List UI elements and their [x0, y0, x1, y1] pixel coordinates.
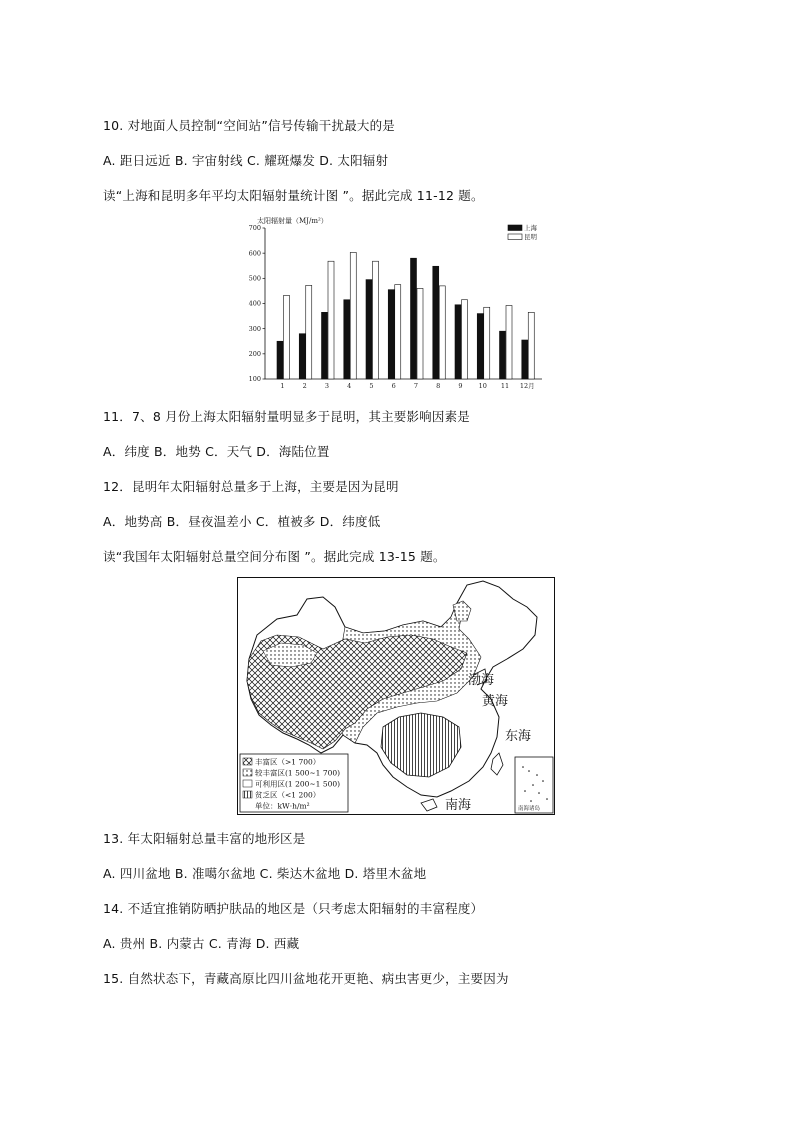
- x-tick-label: 3: [324, 382, 330, 390]
- bar-kunming: [328, 261, 334, 379]
- bar-shanghai: [522, 340, 528, 379]
- chart-svg: [245, 212, 545, 397]
- bar-kunming: [506, 306, 512, 379]
- south-china-sea-inset: [515, 757, 553, 813]
- legend-swatch: [508, 234, 522, 240]
- bar-shanghai: [277, 341, 283, 379]
- bar-shanghai: [299, 334, 305, 379]
- y-tick-label: 600: [248, 249, 261, 258]
- q14-stem: 14. 不适宜推销防晒护肤品的地区是（只考虑太阳辐射的丰富程度）: [103, 901, 484, 916]
- q10-stem: 10. 对地面人员控制“空间站”信号传输干扰最大的是: [103, 118, 396, 133]
- q13-options: A. 四川盆地 B. 准噶尔盆地 C. 柴达木盆地 D. 塔里木盆地: [103, 866, 427, 881]
- bar-kunming: [462, 300, 468, 379]
- x-tick-label: 5: [369, 382, 374, 390]
- bar-kunming: [484, 307, 490, 379]
- label-huanghai: 黄海: [482, 694, 509, 709]
- legend-label-rich: 丰富区（>1 700）: [255, 757, 321, 767]
- x-tick-label: 2: [302, 382, 307, 390]
- x-tick-label: 7: [413, 382, 419, 390]
- bar-shanghai: [433, 266, 439, 379]
- x-tick-label: 1: [280, 382, 285, 390]
- legend-label-usable: 可利用区(1 200~1 500): [255, 779, 341, 789]
- legend-label: 昆明: [524, 233, 537, 241]
- legend-swatch-usable: [243, 780, 252, 787]
- y-tick-label: 200: [248, 350, 261, 359]
- q10-options: A. 距日远近 B. 宇宙射线 C. 耀斑爆发 D. 太阳辐射: [103, 153, 389, 168]
- map-svg: [237, 577, 555, 815]
- q12-options: A．地势高 B．昼夜温差小 C．植被多 D．纬度低: [103, 514, 381, 529]
- legend-swatch-rich: [243, 758, 252, 765]
- x-tick-label: 9: [458, 382, 463, 390]
- q14-options: A. 贵州 B. 内蒙古 C. 青海 D. 西藏: [103, 936, 300, 951]
- q11-stem: 11．7、8 月份上海太阳辐射量明显多于昆明，其主要影响因素是: [103, 409, 470, 424]
- q13-stem: 13. 年太阳辐射总量丰富的地形区是: [103, 831, 306, 846]
- intro-13-15: 读“我国年太阳辐射总量空间分布图 ”。据此完成 13-15 题。: [103, 549, 446, 564]
- y-tick-label: 700: [248, 224, 261, 233]
- label-bohai: 渤海: [468, 673, 495, 688]
- bar-shanghai: [322, 312, 328, 379]
- legend-label-relatively-rich: 较丰富区(1 500~1 700): [255, 768, 341, 778]
- q11-options: A．纬度 B．地势 C．天气 D．海陆位置: [103, 444, 330, 459]
- legend-swatch: [508, 225, 522, 231]
- y-tick-label: 100: [248, 375, 261, 384]
- x-tick-label: 8: [436, 382, 441, 390]
- bar-kunming: [439, 286, 445, 379]
- legend-label: 上海: [524, 224, 537, 232]
- legend-swatch-poor: [243, 791, 252, 798]
- legend-label-poor: 贫乏区（<1 200）: [255, 790, 321, 800]
- y-tick-label: 300: [248, 324, 261, 333]
- bar-shanghai: [344, 300, 350, 379]
- bar-kunming: [417, 288, 423, 379]
- x-tick-label: 6: [391, 382, 396, 390]
- inset-caption: 南海诸岛: [518, 806, 541, 812]
- bar-kunming: [373, 261, 379, 379]
- bar-shanghai: [500, 331, 506, 379]
- x-tick-label: 12月: [519, 382, 535, 390]
- bar-kunming: [528, 312, 534, 379]
- x-tick-label: 10: [478, 382, 487, 390]
- x-tick-label: 4: [347, 382, 352, 390]
- label-donghai: 东海: [505, 729, 532, 744]
- bar-shanghai: [366, 280, 372, 379]
- x-tick-label: 11: [500, 382, 510, 390]
- bar-kunming: [395, 285, 401, 379]
- bar-kunming: [284, 295, 290, 379]
- q12-stem: 12．昆明年太阳辐射总量多于上海，主要是因为昆明: [103, 479, 399, 494]
- solar-radiation-bar-chart: [245, 212, 545, 397]
- bar-kunming: [306, 285, 312, 379]
- y-tick-label: 400: [248, 299, 261, 308]
- q15-stem: 15. 自然状态下，青藏高原比四川盆地花开更艳、病虫害更少，主要因为: [103, 971, 509, 986]
- bar-shanghai: [411, 258, 417, 379]
- chart-y-axis-label: 太阳辐射量（MJ/m²）: [257, 217, 328, 225]
- bar-shanghai: [388, 290, 394, 379]
- bar-shanghai: [477, 314, 483, 379]
- label-nanhai: 南海: [445, 798, 472, 813]
- bar-shanghai: [455, 305, 461, 379]
- legend-swatch-relatively-rich: [243, 769, 252, 776]
- legend-unit: 单位：kW·h/m²: [255, 801, 310, 811]
- china-solar-radiation-map: [237, 577, 555, 815]
- y-tick-label: 500: [248, 274, 261, 283]
- bar-kunming: [350, 252, 356, 379]
- intro-11-12: 读“上海和昆明多年平均太阳辐射量统计图 ”。据此完成 11-12 题。: [103, 188, 484, 203]
